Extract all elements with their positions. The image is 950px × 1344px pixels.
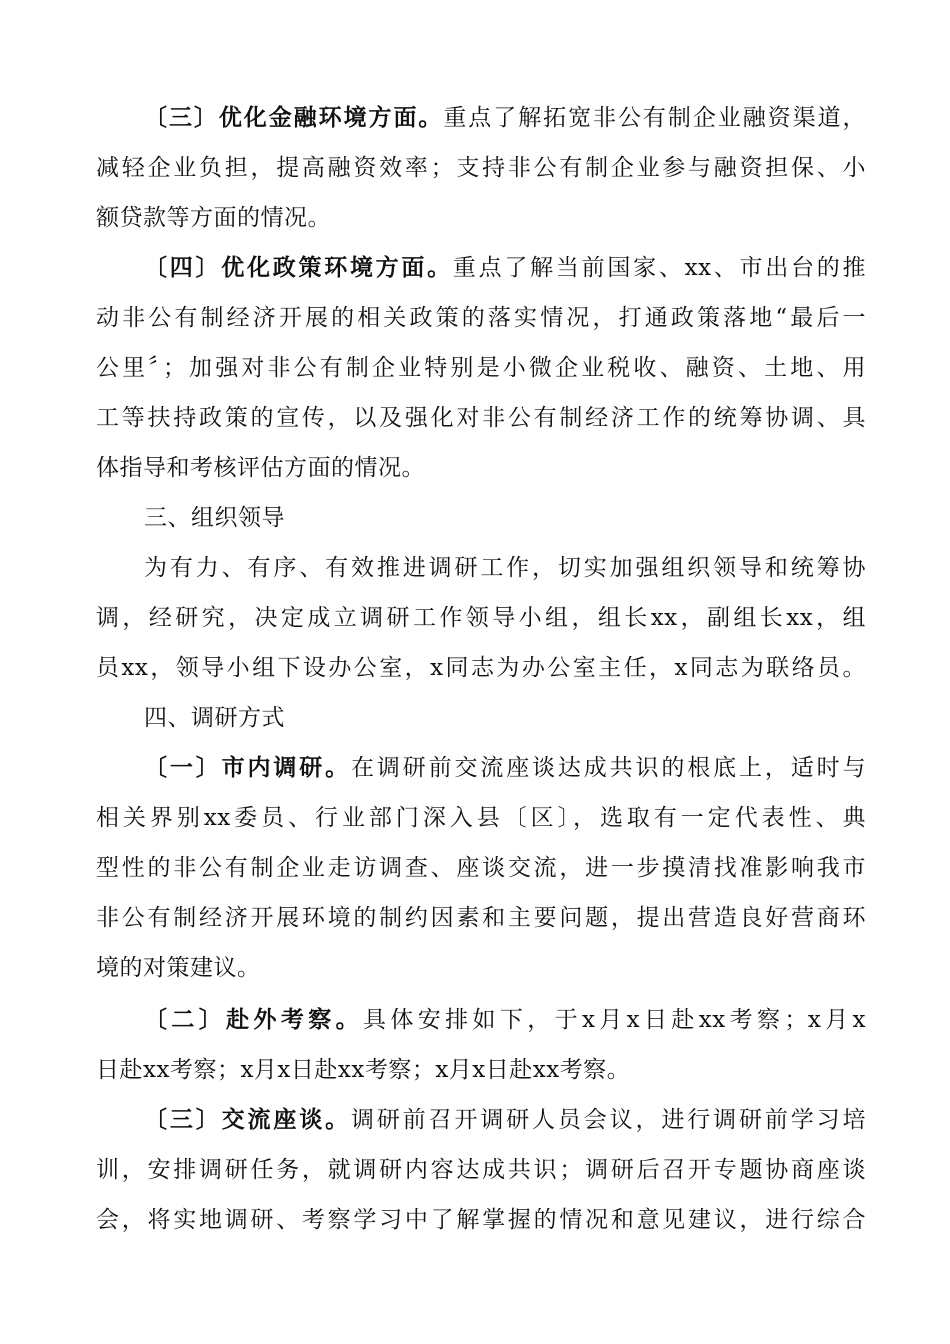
text-line xyxy=(96,1200,866,1240)
text-line xyxy=(96,198,866,238)
line-text: 调研前召开调研人员会议，进行调研前学习培 xyxy=(350,1107,867,1133)
text-line xyxy=(144,548,866,588)
text-line xyxy=(144,1100,866,1140)
text-line xyxy=(96,148,866,188)
text-line xyxy=(96,1050,866,1090)
text-line xyxy=(144,748,866,788)
line-text: 减轻企业负担，提高融资效率；支持非公有制企业参与融资担保、小 xyxy=(96,155,866,181)
line-text: 四、调研方式 xyxy=(144,705,285,731)
text-line xyxy=(96,398,866,438)
text-line xyxy=(96,648,866,688)
line-text: 重点了解当前国家、xx、市出台的推 xyxy=(452,255,867,281)
line-text: 境的对策建议。 xyxy=(96,955,261,981)
text-line xyxy=(96,948,866,988)
section-heading: 〔三〕交流座谈。 xyxy=(144,1107,351,1133)
line-text: 三、组织领导 xyxy=(144,505,285,531)
line-text: 额贷款等方面的情况。 xyxy=(96,205,331,231)
line-text: 重点了解拓宽非公有制企业融资渠道， xyxy=(443,105,867,131)
text-line xyxy=(144,248,866,288)
text-line xyxy=(96,898,866,938)
line-text: 工等扶持政策的宣传，以及强化对非公有制经济工作的统筹协调、具 xyxy=(96,405,866,431)
line-text: 日赴xx考察；x月x日赴xx考察；x月x日赴xx考察。 xyxy=(96,1057,631,1083)
text-line xyxy=(96,298,866,338)
line-text: 员xx，领导小组下设办公室，x同志为办公室主任，x同志为联络员。 xyxy=(96,655,866,681)
line-text: 动非公有制经济开展的相关政策的落实情况，打通政策落地“最后一 xyxy=(96,305,866,331)
line-text: 具体安排如下，于x月x日赴xx考察；x月x xyxy=(362,1007,867,1033)
text-line xyxy=(96,1150,866,1190)
text-line xyxy=(144,98,866,138)
section-heading: 〔二〕赴外考察。 xyxy=(144,1007,363,1033)
line-text: 会，将实地调研、考察学习中了解掌握的情况和意见建议，进行综合 xyxy=(96,1207,866,1233)
text-line xyxy=(96,598,866,638)
text-line xyxy=(96,448,866,488)
line-text: 体指导和考核评估方面的情况。 xyxy=(96,455,425,481)
text-line xyxy=(96,848,866,888)
text-line xyxy=(96,798,866,838)
line-text: 在调研前交流座谈达成共识的根底上，适时与 xyxy=(350,755,867,781)
line-text: 公里〞；加强对非公有制企业特别是小微企业税收、融资、土地、用 xyxy=(96,355,866,381)
text-line xyxy=(144,1000,866,1040)
section-heading: 〔四〕优化政策环境方面。 xyxy=(144,255,453,281)
line-text: 为有力、有序、有效推进调研工作，切实加强组织领导和统筹协 xyxy=(144,555,866,581)
line-text: 调，经研究，决定成立调研工作领导小组，组长xx，副组长xx，组 xyxy=(96,605,866,631)
line-text: 相关界别xx委员、行业部门深入县〔区〕，选取有一定代表性、典 xyxy=(96,805,866,831)
line-text: 型性的非公有制企业走访调查、座谈交流，进一步摸清找准影响我市 xyxy=(96,855,866,881)
line-text: 训，安排调研任务，就调研内容达成共识；调研后召开专题协商座谈 xyxy=(96,1157,866,1183)
text-line xyxy=(144,498,866,538)
line-text: 非公有制经济开展环境的制约因素和主要问题，提出营造良好营商环 xyxy=(96,905,866,931)
section-heading: 〔三〕优化金融环境方面。 xyxy=(144,105,444,131)
section-heading: 〔一〕市内调研。 xyxy=(144,755,351,781)
text-line xyxy=(96,348,866,388)
text-line xyxy=(144,698,866,738)
